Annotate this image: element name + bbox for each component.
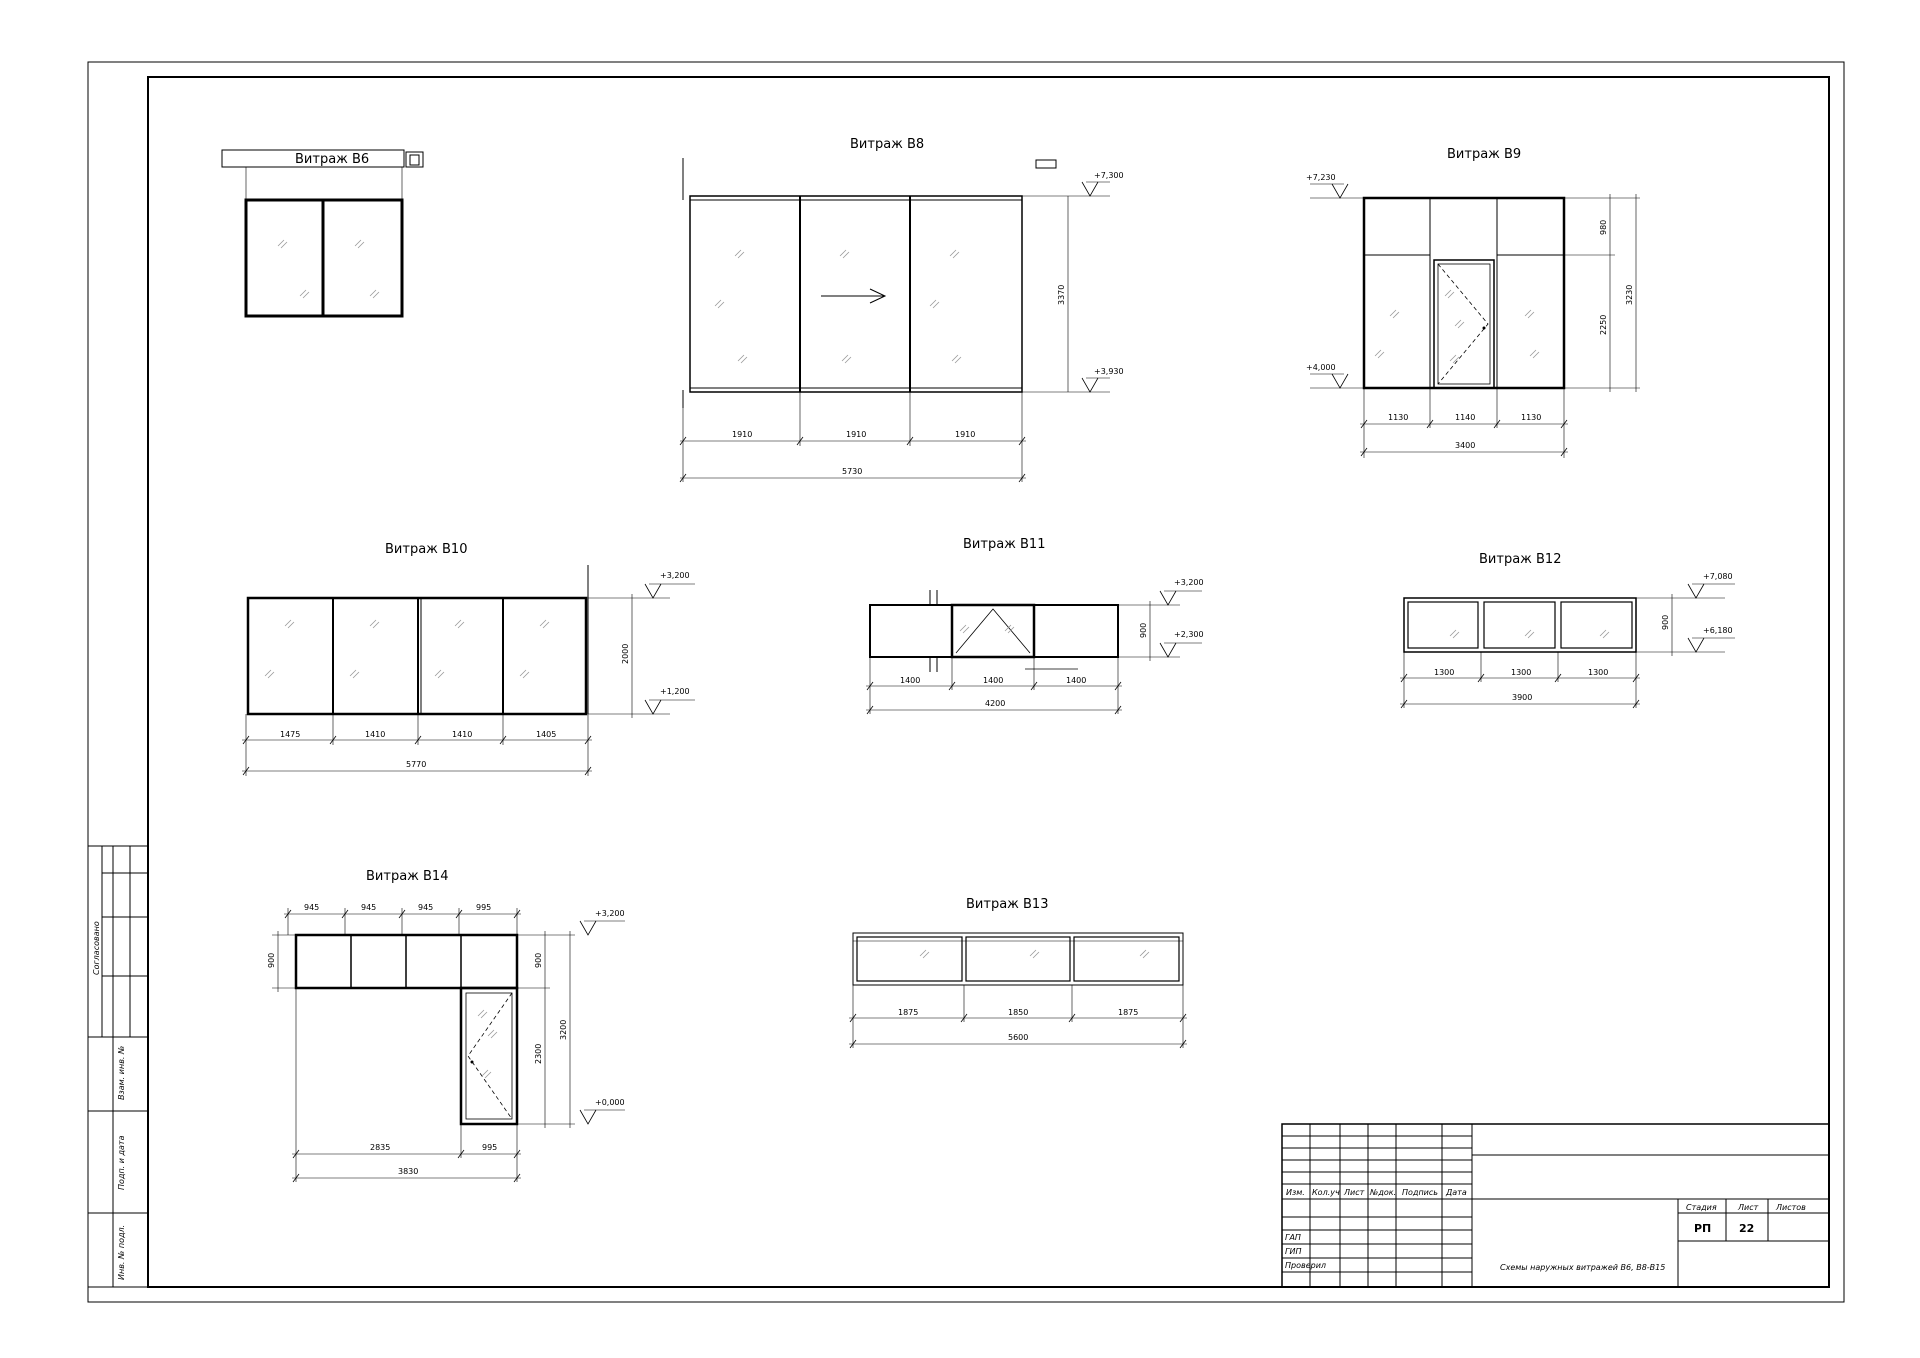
b14-top-width-2: 945 (361, 903, 377, 912)
tb-drawing-title: Схемы наружных витражей В6, В8-В15 (1500, 1263, 1666, 1272)
b8-level-bottom: +3,930 (1094, 367, 1124, 376)
elevation-b14 (267, 869, 625, 1182)
b14-title: Витраж В14 (366, 869, 449, 884)
b10-width-2: 1410 (365, 730, 386, 739)
b8-width-2: 1910 (846, 430, 867, 439)
b12-total: 3900 (1512, 693, 1533, 702)
b10-total: 5770 (406, 760, 427, 769)
b9-width-1: 1130 (1388, 413, 1409, 422)
b14-bottom-width-2: 995 (482, 1143, 498, 1152)
tb-header-qty: Кол.уч (1312, 1188, 1340, 1197)
b10-width-4: 1405 (536, 730, 557, 739)
b14-right-height-2: 2300 (534, 1043, 543, 1064)
dimension-ticks (243, 420, 1639, 1182)
tb-header-sheet: Лист (1344, 1188, 1365, 1197)
b8-frame (690, 196, 1022, 392)
b12-height: 900 (1661, 614, 1670, 630)
b11-width-3: 1400 (1066, 676, 1087, 685)
b11-frame (870, 605, 1118, 657)
b12-width-2: 1300 (1511, 668, 1532, 677)
b11-width-2: 1400 (983, 676, 1004, 685)
elevation-b8 (680, 137, 1124, 482)
b14-height-total: 3200 (559, 1019, 568, 1040)
b14-right-height-1: 900 (534, 952, 543, 968)
tb-stage-header: Стадия (1686, 1203, 1717, 1212)
tb-header-change: Изм. (1286, 1188, 1305, 1197)
side-label-inv-replace: Взам. инв. № (117, 1045, 126, 1100)
b9-total: 3400 (1455, 441, 1476, 450)
b10-width-1: 1475 (280, 730, 301, 739)
b13-width-2: 1850 (1008, 1008, 1029, 1017)
b14-door (461, 988, 517, 1124)
b11-level-top: +3,200 (1174, 578, 1204, 587)
tb-sheets-header: Листов (1776, 1203, 1806, 1212)
tb-role-gip: ГИП (1285, 1247, 1302, 1256)
b10-level-bottom: +1,200 (660, 687, 690, 696)
b9-title: Витраж В9 (1447, 147, 1522, 162)
b14-bottom-width-1: 2835 (370, 1143, 391, 1152)
b9-width-3: 1130 (1521, 413, 1542, 422)
side-label-inv-orig: Инв. № подл. (117, 1224, 126, 1280)
b10-width-3: 1410 (452, 730, 473, 739)
b10-level-top: +3,200 (660, 571, 690, 580)
b12-width-3: 1300 (1588, 668, 1609, 677)
b14-top-width-4: 995 (476, 903, 492, 912)
elevation-b10 (242, 542, 695, 776)
tb-stage-value: РП (1694, 1222, 1712, 1235)
b9-frame (1364, 198, 1564, 388)
b14-top-width-1: 945 (304, 903, 320, 912)
elevation-b11 (866, 537, 1204, 714)
b11-height: 900 (1139, 622, 1148, 638)
b8-width-1: 1910 (732, 430, 753, 439)
elevation-b12 (1400, 552, 1735, 708)
sheet-frame (88, 62, 1844, 1302)
b13-total: 5600 (1008, 1033, 1029, 1042)
b13-width-3: 1875 (1118, 1008, 1139, 1017)
b9-height-total: 3230 (1625, 284, 1634, 305)
b10-title: Витраж В10 (385, 542, 468, 557)
b14-top-width-3: 945 (418, 903, 434, 912)
b8-level-top: +7,300 (1094, 171, 1124, 180)
tb-header-date: Дата (1446, 1188, 1467, 1197)
b11-level-bottom: +2,300 (1174, 630, 1204, 639)
b12-width-1: 1300 (1434, 668, 1455, 677)
elevation-b13 (849, 897, 1187, 1048)
b11-width-1: 1400 (900, 676, 921, 685)
b14-band-height: 900 (267, 952, 276, 968)
side-label-agreed: Согласовано (92, 921, 101, 975)
b9-height-bottom: 2250 (1599, 314, 1608, 335)
b13-title: Витраж В13 (966, 897, 1049, 912)
b12-frame (1404, 598, 1636, 652)
tb-sheet-header: Лист (1738, 1203, 1759, 1212)
b8-width-3: 1910 (955, 430, 976, 439)
b12-level-top: +7,080 (1703, 572, 1733, 581)
b8-height: 3370 (1057, 284, 1066, 305)
tb-header-doc: №док. (1370, 1188, 1397, 1197)
b12-level-bottom: +6,180 (1703, 626, 1733, 635)
b14-total: 3830 (398, 1167, 419, 1176)
b12-title: Витраж В12 (1479, 552, 1562, 567)
tb-header-sign: Подпись (1402, 1188, 1438, 1197)
b14-level-top: +3,200 (595, 909, 625, 918)
tb-sheet-value: 22 (1739, 1222, 1755, 1235)
b9-width-2: 1140 (1455, 413, 1476, 422)
tb-role-checked: Проверил (1285, 1261, 1327, 1270)
b9-height-top: 980 (1599, 219, 1608, 235)
b14-level-bottom: +0,000 (595, 1098, 625, 1107)
b11-total: 4200 (985, 699, 1006, 708)
side-label-sign-date: Подп. и дата (117, 1135, 126, 1190)
b13-width-1: 1875 (898, 1008, 919, 1017)
elevation-b9 (1306, 147, 1640, 458)
b9-level-top: +7,230 (1306, 173, 1336, 182)
tb-role-gap: ГАП (1285, 1233, 1301, 1242)
elevation-b6 (222, 150, 423, 316)
b11-title: Витраж В11 (963, 537, 1046, 552)
b8-title: Витраж В8 (850, 137, 925, 152)
b9-door (1434, 260, 1494, 388)
b9-level-bottom: +4,000 (1306, 363, 1336, 372)
b8-total: 5730 (842, 467, 863, 476)
b6-title: Витраж В6 (295, 152, 370, 167)
b10-height: 2000 (621, 643, 630, 664)
